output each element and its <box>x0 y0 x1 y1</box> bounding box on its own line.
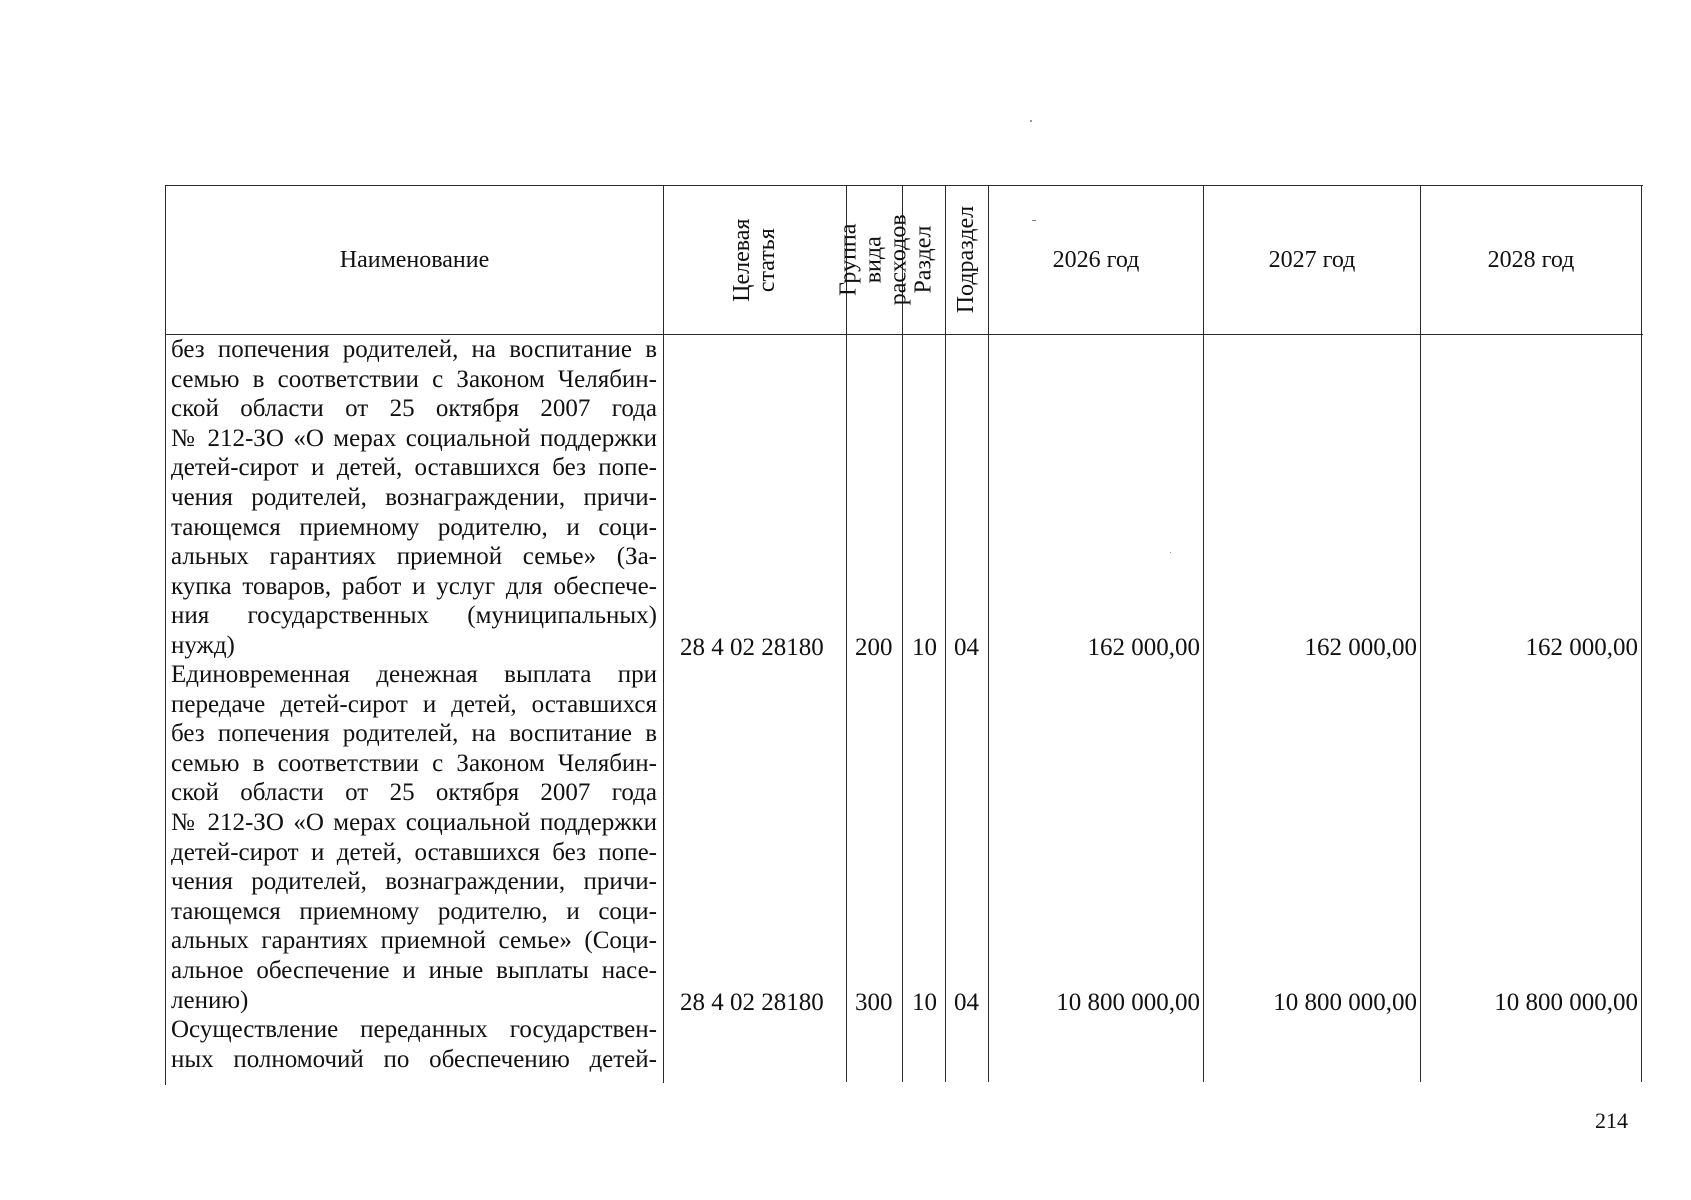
line: № 212-ЗО «О мерах социальной поддержки <box>171 424 657 452</box>
line: тающемся приемному родителю, и соци- <box>171 897 657 925</box>
row-1-subsection: 04 <box>954 634 979 661</box>
row-1-2026: 162 000,00 <box>1087 634 1200 661</box>
line: чения родителей, вознаграждении, причи- <box>171 868 657 896</box>
line: ных полномочий по обеспечению детей- <box>171 1045 657 1073</box>
header-expense-group: Группа вида расходов <box>835 214 913 306</box>
header-2026: 2026 год <box>1052 246 1140 273</box>
line: ской области от 25 октября 2007 года <box>171 779 657 807</box>
line: без попечения родителей, на воспитание в <box>171 720 657 748</box>
row-2-section: 10 <box>912 989 937 1016</box>
scan-speck <box>1170 552 1171 553</box>
scan-speck <box>1030 120 1032 122</box>
line: ской области от 25 октября 2007 года <box>171 395 657 423</box>
header-2028: 2028 год <box>1487 246 1575 273</box>
line: альных гарантиях приемной семье» (За- <box>171 543 657 571</box>
line: альных гарантиях приемной семье» (Соци- <box>171 927 657 955</box>
table-row-3-name <box>171 1015 657 1074</box>
table-row-2-name <box>171 660 657 1015</box>
header-subsection: Подраздел <box>953 206 980 314</box>
line: чения родителей, вознаграждении, причи- <box>171 483 657 511</box>
line: без попечения родителей, на воспитание в <box>171 336 657 363</box>
line: купка товаров, работ и услуг для обеспече- <box>171 572 657 600</box>
row-2-target: 28 4 02 28180 <box>680 989 824 1016</box>
header-target-article: Целевая статья <box>728 218 780 302</box>
line: Осуществление переданных государствен- <box>171 1016 657 1043</box>
page-number: 214 <box>1595 1108 1628 1133</box>
line: семью в соответствии с Законом Челябин- <box>171 749 657 777</box>
line: тающемся приемному родителю, и соци- <box>171 513 657 541</box>
line: семью в соответствии с Законом Челябин- <box>171 365 657 393</box>
line: альное обеспечение и иные выплаты насе- <box>171 956 657 984</box>
row-1-2027: 162 000,00 <box>1304 634 1417 661</box>
line: № 212-ЗО «О мерах социальной поддержки <box>171 808 657 836</box>
row-1-2028: 162 000,00 <box>1525 634 1638 661</box>
line: лению) <box>171 986 249 1014</box>
line: Единовременная денежная выплата при <box>171 661 657 688</box>
row-1-target: 28 4 02 28180 <box>680 634 824 661</box>
row-2-2026: 10 800 000,00 <box>1056 989 1200 1016</box>
col-border-right <box>1641 185 1642 1082</box>
line: детей-сирот и детей, оставшихся без попе- <box>171 838 657 866</box>
row-2-subsection: 04 <box>954 989 979 1016</box>
header-name: Наименование <box>339 246 490 273</box>
line: детей-сирот и детей, оставшихся без попе- <box>171 454 657 482</box>
row-2-2028: 10 800 000,00 <box>1494 989 1638 1016</box>
line: ния государственных (муниципальных) <box>171 602 657 630</box>
header-section: Раздел <box>910 226 937 294</box>
row-2-2027: 10 800 000,00 <box>1273 989 1417 1016</box>
scan-speck <box>1032 220 1036 221</box>
table-row-1-name <box>171 335 657 661</box>
row-1-section: 10 <box>912 634 937 661</box>
header-2027: 2027 год <box>1268 246 1356 273</box>
line: нужд) <box>171 631 235 659</box>
row-1-group: 200 <box>855 634 893 661</box>
line: передаче детей-сирот и детей, оставшихся <box>171 690 657 718</box>
row-2-group: 300 <box>855 989 893 1016</box>
